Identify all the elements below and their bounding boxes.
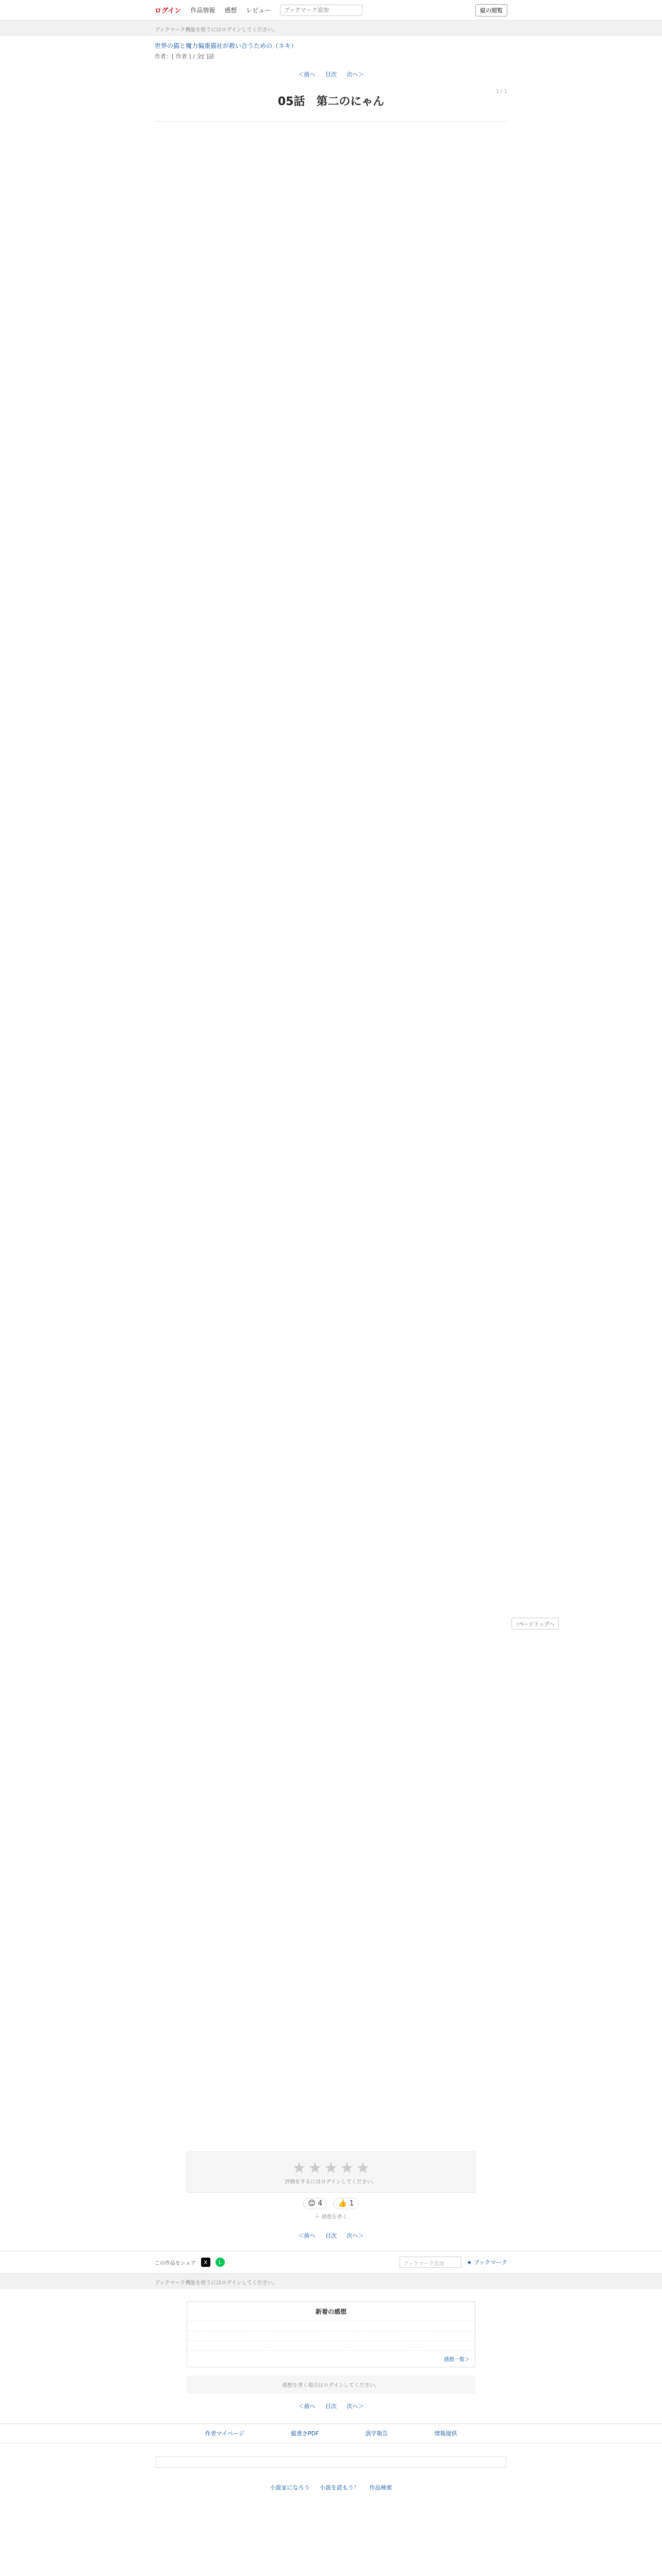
series-meta: 作者：[ 作者 ] / 全[ ]話 (155, 53, 214, 60)
impression-item[interactable] (187, 2331, 475, 2341)
login-notice: ブックマーク機能を使うにはログインしてください。 (0, 21, 662, 36)
toc-link[interactable]: 目次 (325, 71, 337, 78)
prev-link[interactable]: ＜前へ (298, 2403, 316, 2410)
bookmark-input[interactable]: ブックマーク追加 (400, 2257, 461, 2268)
prev-link[interactable]: ＜前へ (298, 71, 316, 78)
footer-link-read[interactable]: 小説を読もう！ (320, 2484, 359, 2492)
scroll-top-button[interactable]: ↑ページトップへ (511, 1618, 559, 1630)
bottom-tabs (0, 2424, 662, 2443)
chapter-body (155, 127, 507, 2141)
series-info (0, 36, 662, 61)
rating-box (187, 2151, 475, 2193)
footer-links (0, 2483, 662, 2492)
chapter-title: 05話 第二のにゃん (277, 95, 385, 109)
login-notice-bottom: ブックマーク機能を使うにはログインしてください。 (0, 2274, 662, 2289)
next-link[interactable]: 次へ＞ (346, 2232, 364, 2240)
impression-item[interactable] (187, 2341, 475, 2351)
chapter-pager-bottom (0, 2220, 662, 2244)
top-navbar (0, 0, 662, 21)
reaction-thumb[interactable]: 👍 1 (334, 2198, 359, 2209)
star-icon[interactable]: ★ (292, 2159, 306, 2178)
footer-link-home[interactable]: 小説家になろう (270, 2484, 310, 2492)
x-share-icon[interactable]: X (201, 2258, 210, 2267)
star-icon[interactable]: ★ (324, 2159, 338, 2178)
prev-link[interactable]: ＜前へ (298, 2232, 316, 2240)
impressions-more-link[interactable]: 感想一覧＞ (444, 2357, 470, 2363)
next-link[interactable]: 次へ＞ (346, 71, 364, 78)
share-label: この作品をシェア (155, 2260, 196, 2266)
toc-link[interactable]: 目次 (325, 2232, 337, 2240)
write-impression-notice: 感想を書く場合はログインしてください。 (187, 2376, 475, 2394)
impressions-heading: 新着の感想 (187, 2302, 475, 2321)
tab-author-page[interactable]: 作者マイページ (205, 2430, 245, 2437)
warning-box (156, 2456, 506, 2468)
star-icon[interactable]: ★ (340, 2159, 354, 2178)
reactions (0, 2198, 662, 2209)
bookmark-button[interactable]: ★ ブックマーク (467, 2259, 507, 2266)
impression-item[interactable] (187, 2321, 475, 2331)
toc-link[interactable]: 目次 (325, 2403, 337, 2410)
login-link[interactable]: ログイン (155, 7, 181, 15)
footer-link-search[interactable]: 作品検索 (369, 2484, 392, 2492)
tab-info[interactable]: 情報提供 (434, 2430, 457, 2437)
line-share-icon[interactable]: L (216, 2258, 225, 2267)
nav-item-review[interactable]: レビュー (246, 7, 271, 14)
nav-item-info[interactable]: 作品情報 (190, 7, 216, 14)
search-input[interactable] (280, 5, 362, 16)
tab-typo-report[interactable]: 誤字報告 (365, 2430, 388, 2437)
star-icon[interactable]: ★ (308, 2159, 322, 2178)
next-link[interactable]: 次へ＞ (346, 2403, 364, 2410)
tab-vertical-pdf[interactable]: 縦書きPDF (291, 2430, 319, 2437)
reaction-smile[interactable]: 😊 4 (303, 2198, 327, 2209)
menu-button[interactable]: 縦の閲覧 (475, 4, 507, 16)
chapter-pager-top (0, 61, 662, 83)
add-reaction-link[interactable]: ＋ 感想を書く (315, 2214, 347, 2221)
rating-stars (187, 2159, 475, 2177)
chapter-pager-footer (0, 2394, 662, 2418)
chapter-content (155, 89, 507, 2141)
rating-hint: 評価をするにはログインしてください。 (285, 2179, 377, 2185)
share-bar (0, 2251, 662, 2274)
nav-item-impressions[interactable]: 感想 (224, 7, 237, 14)
divider (155, 121, 507, 122)
impressions-box (187, 2301, 475, 2367)
star-icon[interactable]: ★ (356, 2159, 370, 2178)
series-title-link[interactable]: 世界の猫と魔力偏重猫社が救い合うための（ネキ） (155, 42, 297, 49)
chapter-page-indicator: 1 / 1 (495, 89, 507, 95)
